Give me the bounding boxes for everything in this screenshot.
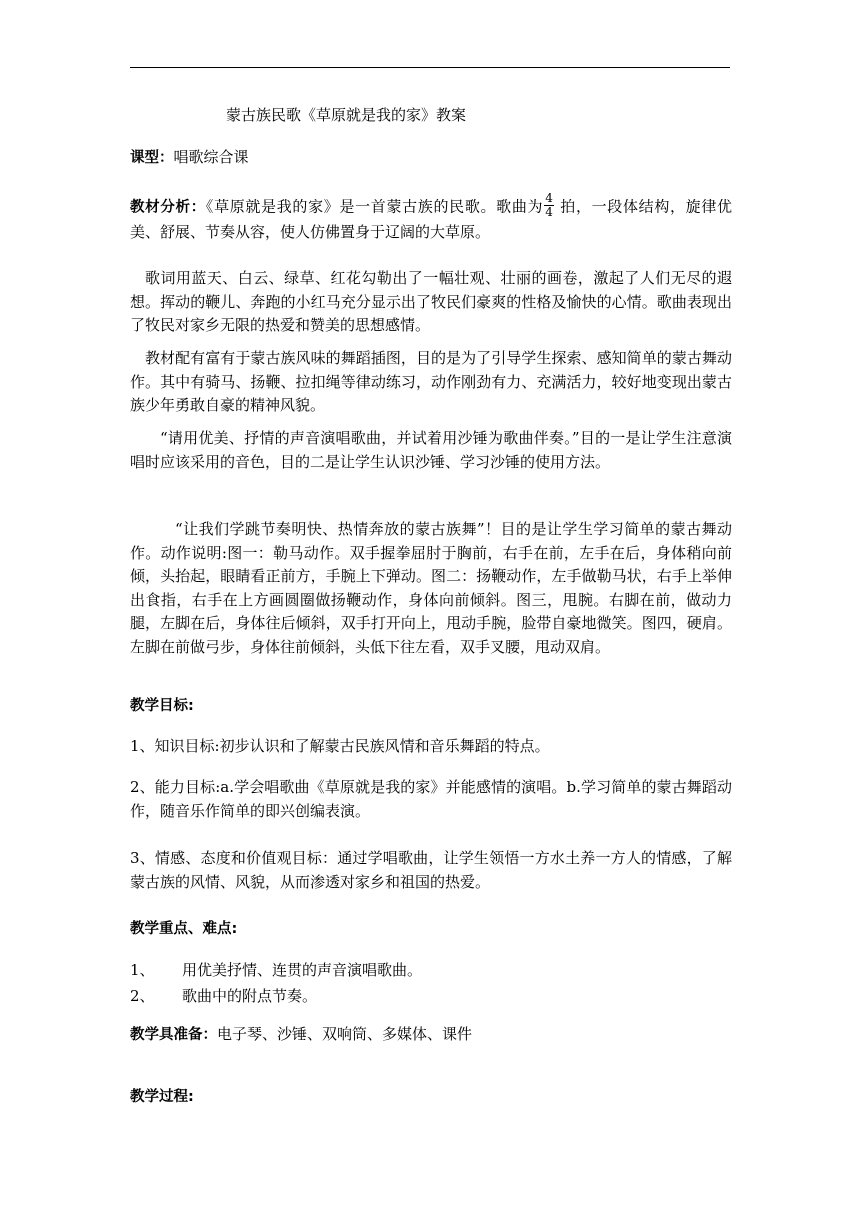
key-points-heading: 教学重点、难点: xyxy=(130,921,238,937)
goal-knowledge: 1、知识目标:初步认识和了解蒙古民族风情和音乐舞蹈的特点。 xyxy=(130,737,550,755)
course-type-value: 唱歌综合课 xyxy=(173,148,249,166)
key-point-item: 1、 用优美抒情、连贯的声音演唱歌曲。 xyxy=(130,961,423,979)
tools-value: 电子琴、沙锤、双响筒、多媒体、课件 xyxy=(217,1025,473,1043)
analysis-label: 教材分析 xyxy=(130,199,191,216)
header-rule xyxy=(130,67,730,68)
goal-emotion: 3、情感、态度和价值观目标：通过学唱歌曲，让学生领悟一方水土养一方人的情感，了解蒙古族的风情、风貌，从而渗透对家乡和祖国的热爱。 xyxy=(130,849,732,891)
tools-line: 教学具准备：电子琴、沙锤、双响筒、多媒体、课件 xyxy=(130,1025,473,1043)
analysis-paragraph-5: “让我们学跳节奏明快、热情奔放的蒙古族舞”！目的是让学生学习简单的蒙古舞动作。动作说明:图一：勒马动作。双手握拳屈肘于胸前，右手在前，左手在后，身体稍向前倾，头抬起，眼睛看正前方，手腕上下弹动。图二：扬鞭动作，左手做勒马状，右手上举伸出食指，右手在上方画圆圈做扬鞭动作，身体向前倾斜。图三，甩腕。右脚在前，做动力腿，左脚在后，身体往后倾斜，双手打开向上，甩动手腕，脸带自豪地微笑。图四，硬肩。左脚在前做弓步，身体往前倾斜，头低下往左看，双手叉腰，甩动双肩。 xyxy=(130,520,732,656)
process-heading: 教学过程: xyxy=(130,1089,194,1105)
goal-ability: 2、能力目标:a.学会唱歌曲《草原就是我的家》并能感情的演唱。b.学习简单的蒙古舞蹈动作，随音乐作简单的即兴创编表演。 xyxy=(130,778,732,820)
analysis-paragraph-3: 教材配有富有于蒙古族风味的舞蹈插图，目的是为了引导学生探索、感知简单的蒙古舞动作。其中有骑马、扬鞭、拉扣绳等律动练习，动作刚劲有力、充满活力，较好地变现出蒙古族少年勇敢自豪的精神风貌。 xyxy=(130,349,732,414)
tools-label: 教学具准备 xyxy=(130,1027,203,1043)
course-type-line: 课型：唱歌综合课 xyxy=(130,148,249,166)
course-type-label: 课型 xyxy=(130,150,159,166)
analysis-paragraph-1: 教材分析：《草原就是我的家》是一首蒙古族的民歌。歌曲为 $\frac{4}{4}$ 拍，一段体结构，旋律优美、舒展、节奏从容，使人仿佛置身于辽阔的大草原。 xyxy=(130,191,733,241)
analysis-paragraph-2: 歌词用蓝天、白云、绿草、红花勾勒出了一幅壮观、壮丽的画卷，激起了人们无尽的遐想。挥动的鞭儿、奔跑的小红马充分显示出了牧民们豪爽的性格及愉快的心情。歌曲表现出了牧民对家乡无限的热爱和赞美的思想感情。 xyxy=(130,269,732,334)
time-signature: $\frac{4}{4}$ xyxy=(545,191,553,219)
goals-heading: 教学目标: xyxy=(130,698,194,714)
analysis-paragraph-4: “请用优美、抒情的声音演唱歌曲，并试着用沙锤为歌曲伴奏。”目的一是让学生注意演唱时应该采用的音色，目的二是让学生认识沙锤、学习沙锤的使用方法。 xyxy=(130,429,732,471)
document-title: 蒙古族民歌《草原就是我的家》教案 xyxy=(226,106,467,124)
key-point-item: 2、 歌曲中的附点节奏。 xyxy=(130,987,318,1005)
